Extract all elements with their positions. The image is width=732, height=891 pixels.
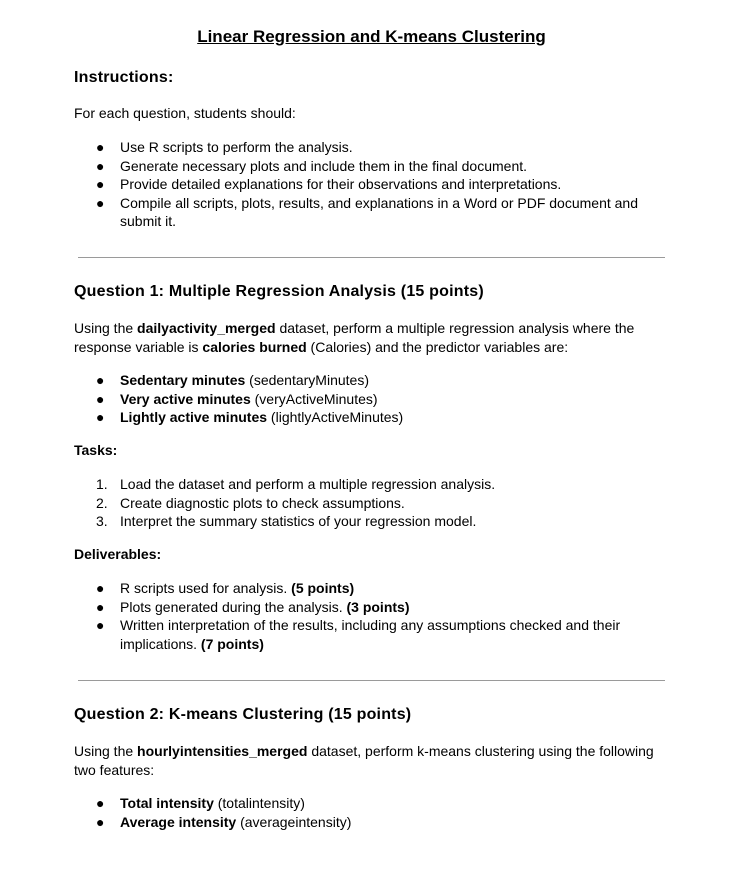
- list-item: ● Plots generated during the analysis. (3 points): [96, 598, 410, 615]
- q2-features-list: [74, 794, 674, 831]
- list-item: ● Average intensity (averageintensity): [96, 813, 352, 830]
- bullet-icon: ●: [96, 580, 105, 596]
- bullet-icon: ●: [96, 409, 105, 425]
- list-item: ● Generate necessary plots and include them in the final document.: [96, 157, 528, 174]
- bullet-icon: ●: [96, 139, 105, 155]
- list-item: ● Provide detailed explanations for their observations and interpretations.: [96, 176, 562, 192]
- instructions-heading: Instructions:: [74, 69, 174, 86]
- bullet-icon: ●: [96, 813, 105, 830]
- list-number: 1.: [96, 476, 108, 492]
- list-item: ● Use R scripts to perform the analysis.: [96, 139, 353, 155]
- list-item: 1. Load the dataset and perform a multiple regression analysis.: [96, 476, 496, 492]
- bullet-icon: ●: [96, 176, 105, 192]
- list-item: ● Total intensity (totalintensity): [96, 795, 305, 811]
- q2-heading: Question 2: K-means Clustering (15 points): [74, 706, 412, 723]
- q1-heading: Question 1: Multiple Regression Analysis (15 points): [74, 283, 484, 300]
- document-title: Linear Regression and K-means Clustering: [197, 27, 546, 46]
- instructions-list: [74, 138, 674, 231]
- q1-deliverables-heading: Deliverables:: [74, 546, 162, 562]
- list-number: 2.: [96, 494, 108, 511]
- q1-tasks-heading: Tasks:: [74, 442, 118, 458]
- list-item: ● Lightly active minutes (lightlyActiveMinutes): [96, 409, 404, 425]
- q1-predictors-list: [74, 371, 674, 427]
- bullet-icon: ●: [96, 194, 105, 211]
- bullet-icon: ●: [96, 617, 105, 633]
- bullet-icon: ●: [96, 795, 105, 811]
- list-item: ● Sedentary minutes (sedentaryMinutes): [96, 372, 369, 388]
- list-item: 3. Interpret the summary statistics of your regression model.: [96, 513, 477, 529]
- instructions-intro: For each question, students should:: [74, 105, 296, 121]
- list-item: ● Compile all scripts, plots, results, and explanations in a Word or PDF document and submit it.: [96, 194, 638, 229]
- q1-tasks-list: [74, 475, 674, 531]
- q1-deliverables-list: [74, 579, 674, 653]
- section-divider: [78, 680, 665, 681]
- bullet-icon: ●: [96, 390, 105, 407]
- list-item: 2. Create diagnostic plots to check assumptions.: [96, 494, 405, 511]
- list-item: ● Written interpretation of the results, including any assumptions checked and their implications. (7 points): [96, 617, 621, 652]
- bullet-icon: ●: [96, 598, 105, 615]
- list-item: ● R scripts used for analysis. (5 points): [96, 580, 355, 596]
- list-number: 3.: [96, 513, 108, 529]
- bullet-icon: ●: [96, 372, 105, 388]
- bullet-icon: ●: [96, 157, 105, 174]
- list-item: ● Very active minutes (veryActiveMinutes): [96, 390, 378, 407]
- q1-intro: Using the dailyactivity_merged dataset, perform a multiple regression analysis where the response variable is calories burned (Calories) and the predictor variables are:: [74, 320, 635, 355]
- section-divider: [78, 257, 665, 258]
- q2-intro: Using the hourlyintensities_merged dataset, perform k-means clustering using the following two features:: [74, 743, 654, 778]
